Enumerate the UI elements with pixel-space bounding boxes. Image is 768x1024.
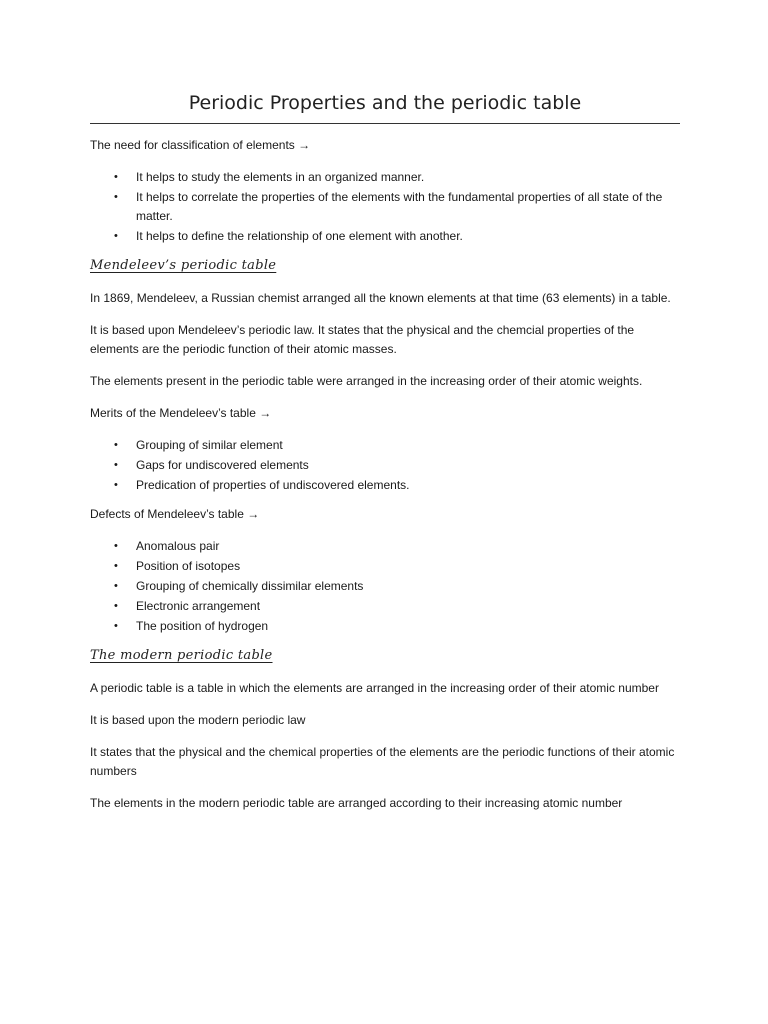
list-item [90,577,682,596]
bullet-icon: • [114,600,118,612]
modern-heading: The modern periodic table [90,648,273,663]
list-item [90,597,682,616]
list-item [90,188,682,226]
merits-label: Merits of the Mendeleev’s table → [90,406,272,420]
bullet-icon: • [114,580,118,592]
modern-paragraph: The elements in the modern periodic table are arranged according to their increasing atomic number [90,796,623,810]
list-item-text: Electronic arrangement [136,599,261,613]
intro-text: The need for classification of elements → [90,138,311,152]
list-item-text: It helps to correlate the properties of the elements with the fundamental properties of all state of the matter. [136,190,663,223]
defects-list [90,537,682,636]
list-item-text: It helps to define the relationship of one element with another. [136,229,463,243]
bullet-icon: • [114,459,118,471]
mendeleev-heading: Mendeleev’s periodic table [90,258,277,273]
bullet-icon: • [114,620,118,632]
merits-list [90,436,682,495]
bullet-icon: • [114,439,118,451]
mendeleev-paragraph: The elements present in the periodic table were arranged in the increasing order of their atomic weights. [90,374,643,388]
mendeleev-paragraph: It is based upon Mendeleev’s periodic law. It states that the physical and the chemcial properties of the elements are the periodic function of their atomic masses. [90,323,635,356]
bullet-icon: • [114,540,118,552]
mendeleev-paragraph: In 1869, Mendeleev, a Russian chemist arranged all the known elements at that time (63 elements) in a table. [90,291,671,305]
bullet-icon: • [114,560,118,572]
list-item-text: Grouping of similar element [136,438,283,452]
bullet-icon: • [114,479,118,491]
list-item-text: Anomalous pair [136,539,220,553]
list-item [90,436,682,455]
document-title: Periodic Properties and the periodic table [188,92,582,114]
title-underline [90,123,680,124]
list-item-text: Gaps for undiscovered elements [136,458,309,472]
bullet-icon: • [114,171,118,183]
list-item-text: The position of hydrogen [136,619,269,633]
defects-label: Defects of Mendeleev’s table → [90,507,260,521]
list-item [90,168,682,187]
intro-bullet-list [90,168,682,246]
list-item [90,456,682,475]
list-item-text: Predication of properties of undiscovered elements. [136,478,410,492]
list-item [90,617,682,636]
bullet-icon: • [114,230,118,242]
modern-paragraph: A periodic table is a table in which the elements are arranged in the increasing order of their atomic number [90,681,659,695]
document-body [90,136,682,826]
list-item [90,537,682,556]
list-item-text: Position of isotopes [136,559,241,573]
list-item [90,227,682,246]
list-item-text: It helps to study the elements in an organized manner. [136,170,425,184]
list-item [90,557,682,576]
modern-paragraph: It states that the physical and the chemical properties of the elements are the periodic functions of their atomic numbers [90,745,675,778]
list-item [90,476,682,495]
bullet-icon: • [114,191,118,203]
modern-paragraph: It is based upon the modern periodic law [90,713,306,727]
list-item-text: Grouping of chemically dissimilar elements [136,579,364,593]
